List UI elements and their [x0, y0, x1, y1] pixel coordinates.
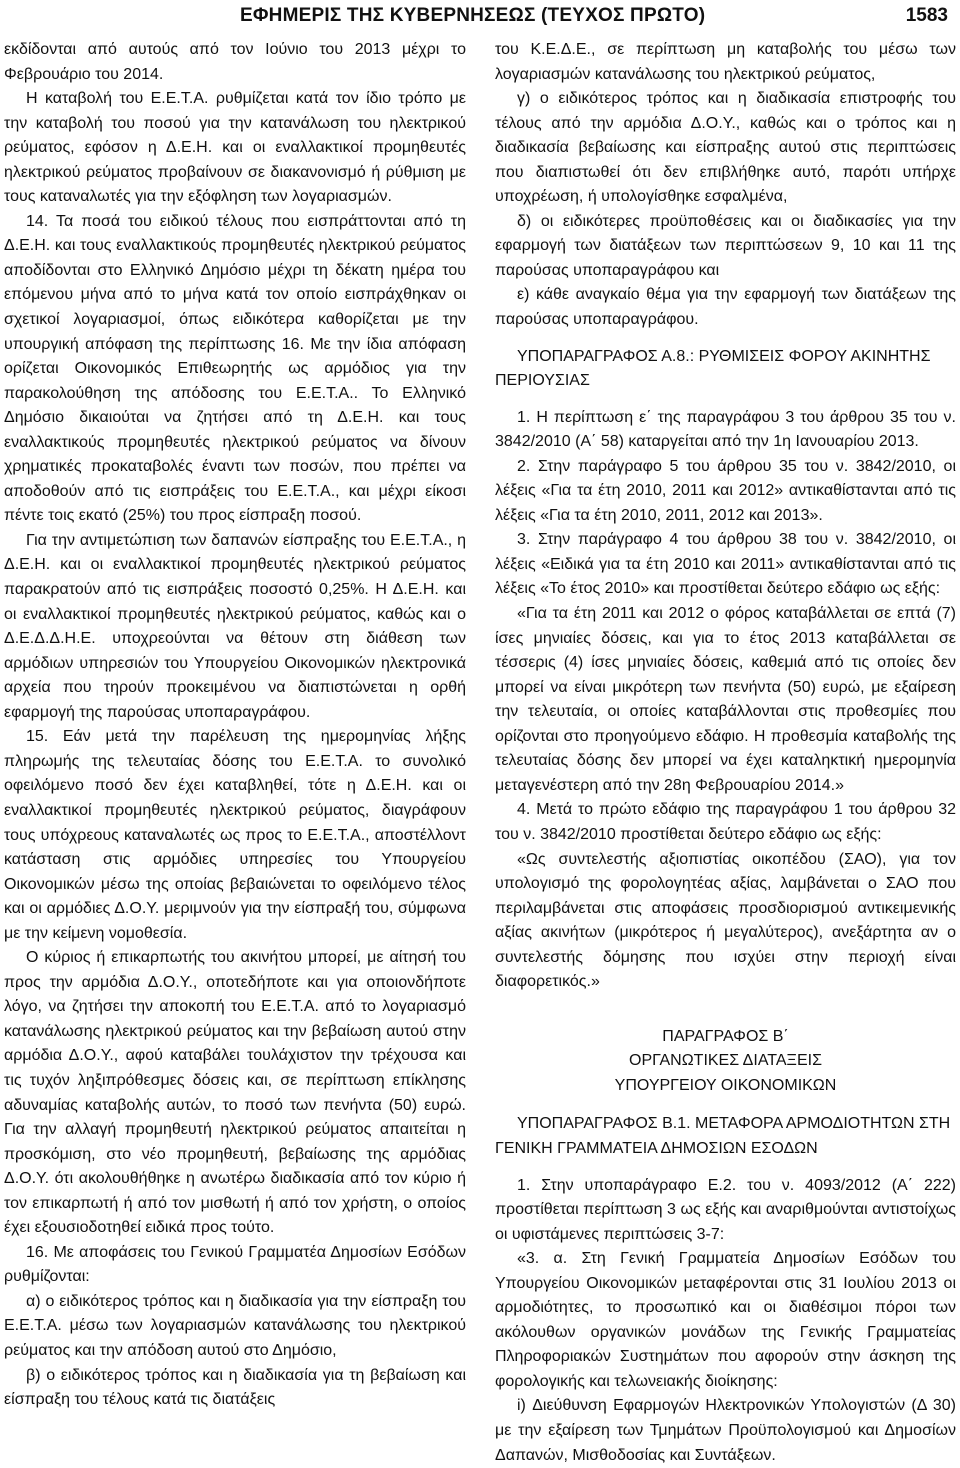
paragraph: 1. Στην υποπαράγραφο Ε.2. του ν. 4093/2012 (Α΄ 222) προστίθεται περίπτωση 3 ως εξής και αναριθμούνται αντιστοίχως οι υφιστάμενες περιπτώσεις 3-7: — [495, 1176, 956, 1243]
section-heading-line: ΟΡΓΑΝΩΤΙΚΕΣ ΔΙΑΤΑΞΕΙΣ — [629, 1052, 822, 1070]
left-column — [4, 38, 466, 1413]
page-number: 1583 — [905, 5, 948, 26]
paragraph: δ) οι ειδικότερες προϋποθέσεις και οι διαδικασίες για την εφαρμογή των διατάξεων των περιπτώσεων 9, 10 και 11 της παρούσας υποπαραγράφου και — [495, 212, 956, 279]
paragraph: 1. Η περίπτωση ε΄ της παραγράφου 3 του άρθρου 35 του ν. 3842/2010 (Α΄ 58) καταργείται από την 1η Ιανουαρίου 2013. — [495, 408, 956, 451]
paragraph: «Ως συντελεστής αξιοπιστίας οικοπέδου (ΣΑΟ), για τον υπολογισμό της φορολογητέας αξίας, λαμβάνεται ο ΣΑΟ που περιλαμβάνεται στις αποφάσεις προσδιορισμού αντικειμενικής αξίας ακινήτων (μικρότερος ή μεγαλύτερος), ανεξάρτητα αν ο συντελεστής δόμησης που ισχύει στην περιοχή είναι διαφορετικός.» — [495, 850, 956, 991]
paragraph: Η καταβολή του Ε.Ε.Τ.Α. ρυθμίζεται κατά τον ίδιο τρόπο με την καταβολή του ποσού για την κατανάλωση του ηλεκτρικού ρεύματος, εφόσον η Δ.Ε.Η. και οι εναλλακτικοί προμηθευτές ηλεκτρικού ρεύματος προβαίνουν σε διακανονισμό ή ρύθμιση με τους καταναλωτές για την εξόφληση των λογαριασμών. — [4, 90, 466, 206]
section-heading-line: ΥΠΟΥΡΓΕΙΟΥ ΟΙΚΟΝΟΜΙΚΩΝ — [614, 1076, 837, 1094]
paragraph: 2. Στην παράγραφο 5 του άρθρου 35 του ν. 3842/2010, οι λέξεις «Για τα έτη 2010, 2011 και 2012» αντικαθίστανται από τις λέξεις «Για τα έτη 2010, 2011, 2012 και 2013». — [495, 457, 956, 524]
paragraph: 3. Στην παράγραφο 4 του άρθρου 38 του ν. 3842/2010, οι λέξεις «Ειδικά για τα έτη 2010 και 2011» αντικαθίστανται από τις λέξεις «Το έτος 2010» και προστίθεται δεύτερο εδάφιο ως εξής: — [495, 531, 956, 598]
paragraph: Ο κύριος ή επικαρπωτής του ακινήτου μπορεί, με αίτησή του προς την αρμόδια Δ.Ο.Υ., οποτεδήποτε και για οποιονδήποτε λόγο, να ζητήσει την αποκοπή του Ε.Ε.Τ.Α. από το λογαριασμό κατανάλωσης ηλεκτρικού ρεύματος και την βεβαίωση αυτού στην αρμόδια Δ.Ο.Υ., αφού καταβάλει τουλάχιστον την τρέχουσα και τις τυχόν ληξιπρόθεσμες δόσεις και, σε περίπτωση επίκλησης αδυναμίας καταβολής αυτών, το ποσό των πενήντα (50) ευρώ. Για την αλλαγή προμηθευτή ηλεκτρικού ρεύματος απαιτείται η προσκόμιση, στο νέο προμηθευτή, βεβαίωσης της αρμόδιας Δ.Ο.Υ. ότι ακολουθήθηκε η ανωτέρω διαδικασία από τον κύριο ή τον επικαρπωτή ή από τον μισθωτή ή από τον χρήστη, ο οποίος έχει εξουσιοδοτηθεί ειδικά προς τούτο. — [4, 949, 466, 1237]
right-column — [495, 38, 956, 1468]
paragraph: i) Διεύθυνση Εφαρμογών Ηλεκτρονικών Υπολογιστών (Δ 30) με την εξαίρεση των Τμημάτων Προϋπολογισμού και Δημοσίων Δαπανών, Μισθοδοσίας και Συντάξεων. — [495, 1397, 956, 1464]
section-heading-line: ΠΑΡΑΓΡΑΦΟΣ Β΄ — [662, 1027, 789, 1045]
paragraph: 14. Τα ποσά του ειδικού τέλους που εισπράττονται από τη Δ.Ε.Η. και τους εναλλακτικούς προμηθευτές ηλεκτρικού ρεύματος αποδίδονται στο Ελληνικό Δημόσιο μέχρι τη δέκατη ημέρα του επόμενου μήνα από το μήνα κατά τον οποίο εισπράχθηκαν οι σχετικοί λογαριασμοί, όπως ειδικότερα καθορίζεται με την υπουργική απόφαση της περίπτωσης 16. Με την ίδια απόφαση ορίζεται Οικονομικός Επιθεωρητής ως αρμόδιος για την παρακολούθηση της απόδοσης του Ε.Ε.Τ.Α.. Το Ελληνικό Δημόσιο δικαιούται να ζητήσει από τη Δ.Ε.Η. και τους εναλλακτικούς προμηθευτές ηλεκτρικού ρεύματος να δίνουν χρηματικές προκαταβολές έναντι των ποσών, που πρέπει να αποδοθούν από τις εισπράξεις του Ε.Ε.Τ.Α., και μέχρι είκοσι πέντε τοις εκατό (25%) του προς είσπραξη ποσού. — [4, 212, 466, 525]
paragraph: 4. Μετά το πρώτο εδάφιο της παραγράφου 1 του άρθρου 32 του ν. 3842/2010 προστίθεται δεύτερο εδάφιο ως εξής: — [495, 801, 956, 843]
paragraph: α) ο ειδικότερος τρόπος και η διαδικασία για την είσπραξη του Ε.Ε.Τ.Α. μέσω των λογαριασμών κατανάλωσης του ηλεκτρικού ρεύματος και την απόδοση αυτού στο Δημόσιο, — [4, 1292, 466, 1359]
paragraph: 15. Εάν μετά την παρέλευση της ημερομηνίας λήξης πληρωμής της τελευταίας δόσης του Ε.Ε.Τ.Α. το συνολικό οφειλόμενο ποσό δεν έχει καταβληθεί, τότε η Δ.Ε.Η. και οι εναλλακτικοί προμηθευτές ηλεκτρικού ρεύματος, διαγράφουν τους υπόχρεους καταναλωτές ως προς το Ε.Ε.Τ.Α., αποστέλλοντ κατάσταση στις αρμόδιες υπηρεσίες του Υπουργείου Οικονομικών μέσω της οποίας βεβαιώνεται το οφειλόμενο τέλος και οι αρμόδιες Δ.Ο.Υ. μεριμνούν για την είσπραξή του, σύμφωνα με την κείμενη νομοθεσία. — [4, 728, 466, 942]
section-heading — [495, 1025, 956, 1099]
paragraph: «Για τα έτη 2011 και 2012 ο φόρος καταβάλλεται σε επτά (7) ίσες μηνιαίες δόσεις, και για το έτος 2013 καταβάλλεται σε τέσσερις (4) ίσες μηνιαίες δόσεις, καθεμιά από τις οποίες δεν μπορεί να είναι μικρότερη των πενήντα (50) ευρώ, με εξαίρεση την τελευταία, οι οποίες καταβάλλονται στις προθεσμίες που ορίζονται στο προηγούμενο εδάφιο. Η προθεσμία καταβολής της τελευταίας δόσης δεν μπορεί να έχει καταληκτική ημερομηνία μεταγενέστερη από την 28η Φεβρουαρίου 2014.» — [495, 605, 956, 794]
paragraph: «3. α. Στη Γενική Γραμματεία Δημοσίων Εσόδων του Υπουργείου Οικονομικών μεταφέρονται στις 31 Ιουλίου 2013 οι αρμοδιότητες, το προσωπικό και οι διαθέσιμοι πόροι των ακόλουθων οργανικών μονάδων της Γενικής Γραμματείας Πληροφοριακών Συστημάτων που αφορούν στην άσκηση της φορολογικής και τελωνειακής διοίκησης: — [495, 1250, 956, 1390]
paragraph: β) ο ειδικότερος τρόπος και η διαδικασία για τη βεβαίωση και είσπραξη του τέλους κατά τις διατάξεις — [4, 1366, 466, 1409]
paragraph: γ) ο ειδικότερος τρόπος και η διαδικασία επιστροφής του τέλους από την αρμόδια Δ.Ο.Υ., καθώς και ο τρόπος και η διαδικασία βεβαίωσης και είσπραξης αυτού στις περιπτώσεις που διαπιστωθεί ότι δεν επιβλήθηκε αυτό, παρότι υπήρχε υποχρέωση, ή υπολογίσθηκε εσφαλμένα, — [495, 90, 956, 206]
subsection-a8-heading: ΥΠΟΠΑΡΑΓΡΑΦΟΣ Α.8.: ΡΥΘΜΙΣΕΙΣ ΦΟΡΟΥ ΑΚΙΝΗΤΗΣ ΠΕΡΙΟΥΣΙΑΣ — [495, 347, 931, 390]
subsection-b1-heading: ΥΠΟΠΑΡΑΓΡΑΦΟΣ Β.1. ΜΕΤΑΦΟΡΑ ΑΡΜΟΔΙΟΤΗΤΩΝ ΣΤΗ ΓΕΝΙΚΗ ΓΡΑΜΜΑΤΕΙΑ ΔΗΜΟΣΙΩΝ ΕΣΟΔΩΝ — [495, 1115, 951, 1157]
paragraph: 16. Με αποφάσεις του Γενικού Γραμματέα Δημοσίων Εσόδων ρυθμίζονται: — [4, 1243, 466, 1286]
page-header — [0, 0, 960, 40]
paragraph: εκδίδονται από αυτούς από τον Ιούνιο του 2013 μέχρι το Φεβρουάριο του 2014. — [4, 41, 466, 83]
paragraph: Για την αντιμετώπιση των δαπανών είσπραξης του Ε.Ε.Τ.Α., η Δ.Ε.Η. και οι εναλλακτικοί προμηθευτές ηλεκτρικού ρεύματος παρακρατούν από τις εισπράξεις ποσοστό 0,25%. Η Δ.Ε.Η. και οι εναλλακτικοί προμηθευτές ηλεκτρικού ρεύματος, καθώς και ο Δ.Ε.Δ.Δ.Η.Ε. υποχρεούνται να θέτουν στη διάθεση των αρμόδιων υπηρεσιών του Υπουργείου Οικονομικών ηλεκτρονικά αρχεία που τηρούν προκειμένου να διαπιστώνεται η ορθή εφαρμογή της παρούσας υποπαραγράφου. — [4, 531, 466, 721]
paragraph: του Κ.Ε.Δ.Ε., σε περίπτωση μη καταβολής του μέσω των λογαριασμών κατανάλωσης του ηλεκτρικού ρεύματος, — [495, 41, 956, 83]
paragraph: ε) κάθε αναγκαίο θέμα για την εφαρμογή των διατάξεων της παρούσας υποπαραγράφου. — [495, 286, 956, 329]
gazette-title: ΕΦΗΜΕΡΙΣ ΤΗΣ ΚΥΒΕΡΝΗΣΕΩΣ (ΤΕΥΧΟΣ ΠΡΩΤΟ) — [240, 5, 706, 26]
